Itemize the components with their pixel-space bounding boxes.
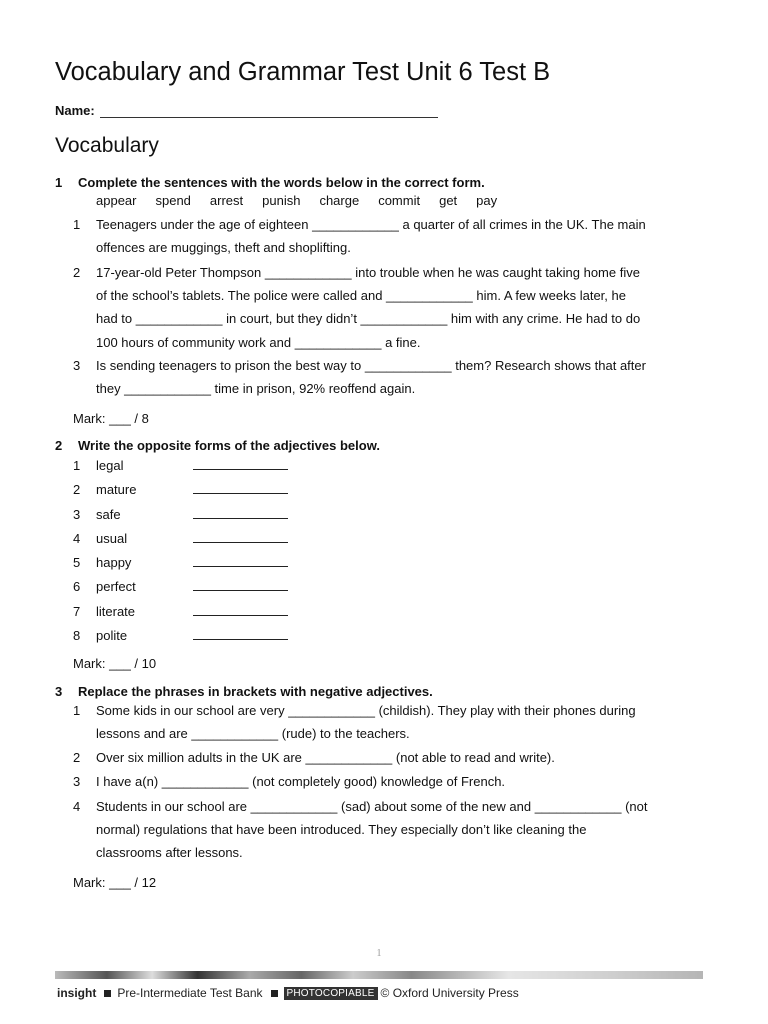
exercise-2-instruction <box>55 438 380 453</box>
item-line: 100 hours of community work and ____________ a fine. <box>96 334 421 350</box>
answer-blank[interactable] <box>193 603 288 616</box>
word-bank-item: commit <box>378 193 421 208</box>
section-title-vocabulary: Vocabulary <box>55 134 159 157</box>
item-number: 3 <box>73 507 81 522</box>
word-bank-item: spend <box>155 193 191 208</box>
answer-blank[interactable] <box>193 554 288 567</box>
adjective-row <box>73 603 288 619</box>
item-number: 2 <box>73 750 81 765</box>
instruction-text: Write the opposite forms of the adjectives below. <box>78 438 380 453</box>
adjective-word: usual <box>96 531 128 546</box>
exercise-1-mark: Mark: ___ / 8 <box>73 411 149 426</box>
item-line: I have a(n) ____________ (not completely good) knowledge of French. <box>96 774 506 789</box>
item-line: lessons and are ____________ (rude) to the teachers. <box>96 726 410 742</box>
answer-blank[interactable] <box>193 627 288 640</box>
item-line: 17-year-old Peter Thompson ____________ into trouble when he was caught taking home five <box>96 265 640 280</box>
item-line: offences are muggings, theft and shoplifting. <box>96 240 351 256</box>
footer-photo-strip <box>55 971 703 979</box>
photocopiable-badge: PHOTOCOPIABLE <box>284 987 378 1000</box>
adjective-word: legal <box>96 458 124 473</box>
instruction-text: Complete the sentences with the words below in the correct form. <box>78 175 485 190</box>
item-line: Some kids in our school are very ____________ (childish). They play with their phones during <box>96 703 636 718</box>
exercise-3-instruction <box>55 684 433 699</box>
exercise-number: 1 <box>55 175 63 190</box>
item-number: 1 <box>73 458 81 473</box>
item-line: Over six million adults in the UK are ____________ (not able to read and write). <box>96 750 555 765</box>
adjective-row <box>73 578 288 594</box>
item-number: 3 <box>73 358 81 373</box>
square-bullet-icon <box>271 990 278 997</box>
answer-blank[interactable] <box>193 481 288 494</box>
footer-copyright: © Oxford University Press <box>380 986 519 1000</box>
adjective-row <box>73 627 288 643</box>
answer-blank[interactable] <box>193 530 288 543</box>
item-line: Students in our school are ____________ (sad) about some of the new and ____________ (not <box>96 799 648 814</box>
adjective-word: polite <box>96 628 128 643</box>
item-number: 2 <box>73 482 81 497</box>
exercise-3-mark: Mark: ___ / 12 <box>73 875 157 890</box>
name-label: Name: <box>55 103 95 118</box>
item-line: classrooms after lessons. <box>96 845 243 861</box>
item-number: 7 <box>73 604 81 619</box>
item-number: 1 <box>73 703 81 718</box>
exercise-1-item-2 <box>73 261 713 354</box>
adjective-row <box>73 457 288 473</box>
item-number: 4 <box>73 531 81 546</box>
adjective-row <box>73 506 288 522</box>
exercise-number: 3 <box>55 684 63 699</box>
exercise-1-item-1 <box>73 213 713 259</box>
footer <box>57 986 519 1000</box>
adjective-row <box>73 530 288 546</box>
page-number: 1 <box>376 948 382 959</box>
exercise-1-item-3 <box>73 354 713 400</box>
footer-brand: insight <box>57 986 97 1000</box>
word-bank <box>96 193 516 208</box>
adjective-row <box>73 481 288 497</box>
adjective-word: happy <box>96 555 132 570</box>
page-title: Vocabulary and Grammar Test Unit 6 Test B <box>55 58 551 86</box>
word-bank-item: get <box>439 193 458 208</box>
exercise-3-item-4 <box>73 795 713 865</box>
name-field-line[interactable] <box>100 104 438 118</box>
name-row <box>55 103 438 118</box>
item-number: 3 <box>73 774 81 789</box>
item-line: Teenagers under the age of eighteen ____________ a quarter of all crimes in the UK. The main <box>96 217 646 232</box>
footer-test-bank: Pre-Intermediate Test Bank <box>117 986 263 1000</box>
answer-blank[interactable] <box>193 457 288 470</box>
square-bullet-icon <box>104 990 111 997</box>
item-number: 4 <box>73 799 81 814</box>
answer-blank[interactable] <box>193 506 288 519</box>
word-bank-item: pay <box>476 193 498 208</box>
exercise-1-instruction <box>55 175 485 190</box>
word-bank-item: arrest <box>209 193 244 208</box>
item-line: they ____________ time in prison, 92% reoffend again. <box>96 381 416 397</box>
item-number: 2 <box>73 265 81 280</box>
item-line: had to ____________ in court, but they didn’t ____________ him with any crime. He had to do <box>96 311 641 327</box>
adjective-word: perfect <box>96 579 136 594</box>
item-number: 6 <box>73 579 81 594</box>
exercise-3-item-1 <box>73 699 713 745</box>
item-line: of the school’s tablets. The police were called and ____________ him. A few weeks later, he <box>96 288 626 304</box>
exercise-number: 2 <box>55 438 63 453</box>
exercise-2-mark: Mark: ___ / 10 <box>73 656 157 671</box>
item-number: 8 <box>73 628 81 643</box>
item-line: Is sending teenagers to prison the best way to ____________ them? Research shows that after <box>96 358 646 373</box>
adjective-row <box>73 554 288 570</box>
item-line: normal) regulations that have been introduced. They especially don’t like cleaning the <box>96 822 587 838</box>
item-number: 1 <box>73 217 81 232</box>
answer-blank[interactable] <box>193 578 288 591</box>
adjective-word: mature <box>96 482 137 497</box>
word-bank-item: appear <box>96 193 137 208</box>
word-bank-item: punish <box>262 193 301 208</box>
adjective-word: safe <box>96 507 121 522</box>
word-bank-item: charge <box>319 193 360 208</box>
item-number: 5 <box>73 555 81 570</box>
exercise-3-item-2 <box>73 746 713 769</box>
exercise-3-item-3 <box>73 770 713 793</box>
adjective-word: literate <box>96 604 136 619</box>
instruction-text: Replace the phrases in brackets with negative adjectives. <box>78 684 433 699</box>
